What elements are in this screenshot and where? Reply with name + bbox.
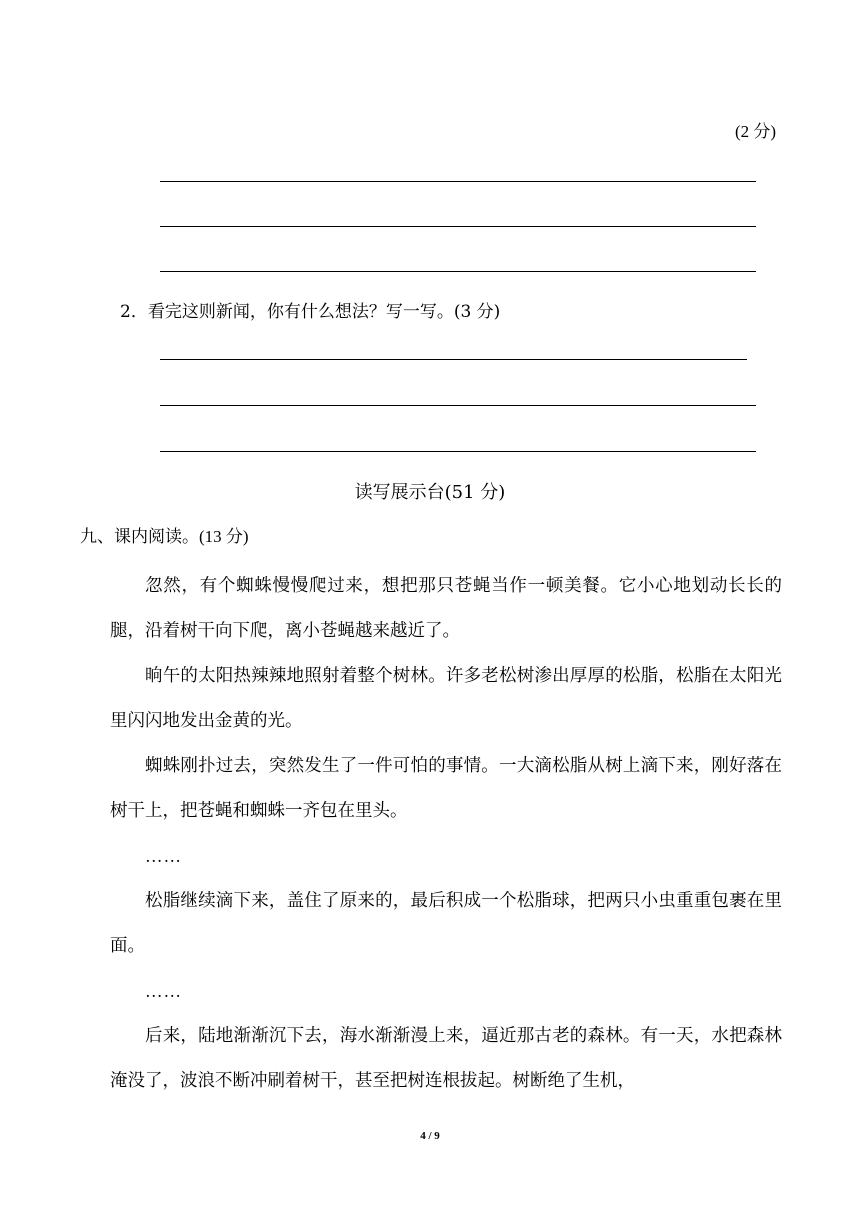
question-9-heading: [80, 522, 249, 547]
reading-passage: [110, 564, 782, 1104]
passage-paragraph: 蜘蛛刚扑过去，突然发生了一件可怕的事情。一大滴松脂从树上滴下来，刚好落在树干上，把苍蝇和蜘蛛一齐包在里头。: [110, 756, 782, 821]
passage-paragraph: 后来，陆地渐渐沉下去，海水渐渐漫上来，逼近那古老的森林。有一天，水把森林淹没了，波浪不断冲刷着树干，甚至把树连根拔起。树断绝了生机，: [110, 1026, 782, 1091]
page-number: 4 / 9: [420, 1130, 440, 1142]
passage-paragraph: 晌午的太阳热辣辣地照射着整个树林。许多老松树渗出厚厚的松脂，松脂在太阳光里闪闪地发出金黄的光。: [110, 666, 782, 731]
passage-paragraph: 忽然，有个蜘蛛慢慢爬过来，想把那只苍蝇当作一顿美餐。它小心地划动长长的腿，沿着树干向下爬，离小苍蝇越来越近了。: [110, 576, 782, 641]
passage-ellipsis: ……: [145, 846, 182, 866]
answer-line: [160, 405, 756, 406]
answer-line: [160, 271, 756, 272]
answer-line: [160, 181, 756, 182]
answer-line: [160, 359, 747, 360]
question-1-score: (2 分): [735, 122, 777, 141]
question-2-prompt: 2．看完这则新闻，你有什么想法？写一写。(3 分): [120, 302, 501, 322]
question-9-label: 九、课内阅读。: [80, 527, 199, 547]
passage-paragraph: 松脂继续滴下来，盖住了原来的，最后积成一个松脂球，把两只小虫重重包裹在里面。: [110, 891, 782, 956]
passage-ellipsis: ……: [145, 981, 182, 1001]
answer-line: [160, 226, 756, 227]
section-title: 读写展示台(51 分): [354, 482, 506, 503]
answer-line: [160, 451, 756, 452]
question-9-score: (13 分): [199, 527, 249, 546]
